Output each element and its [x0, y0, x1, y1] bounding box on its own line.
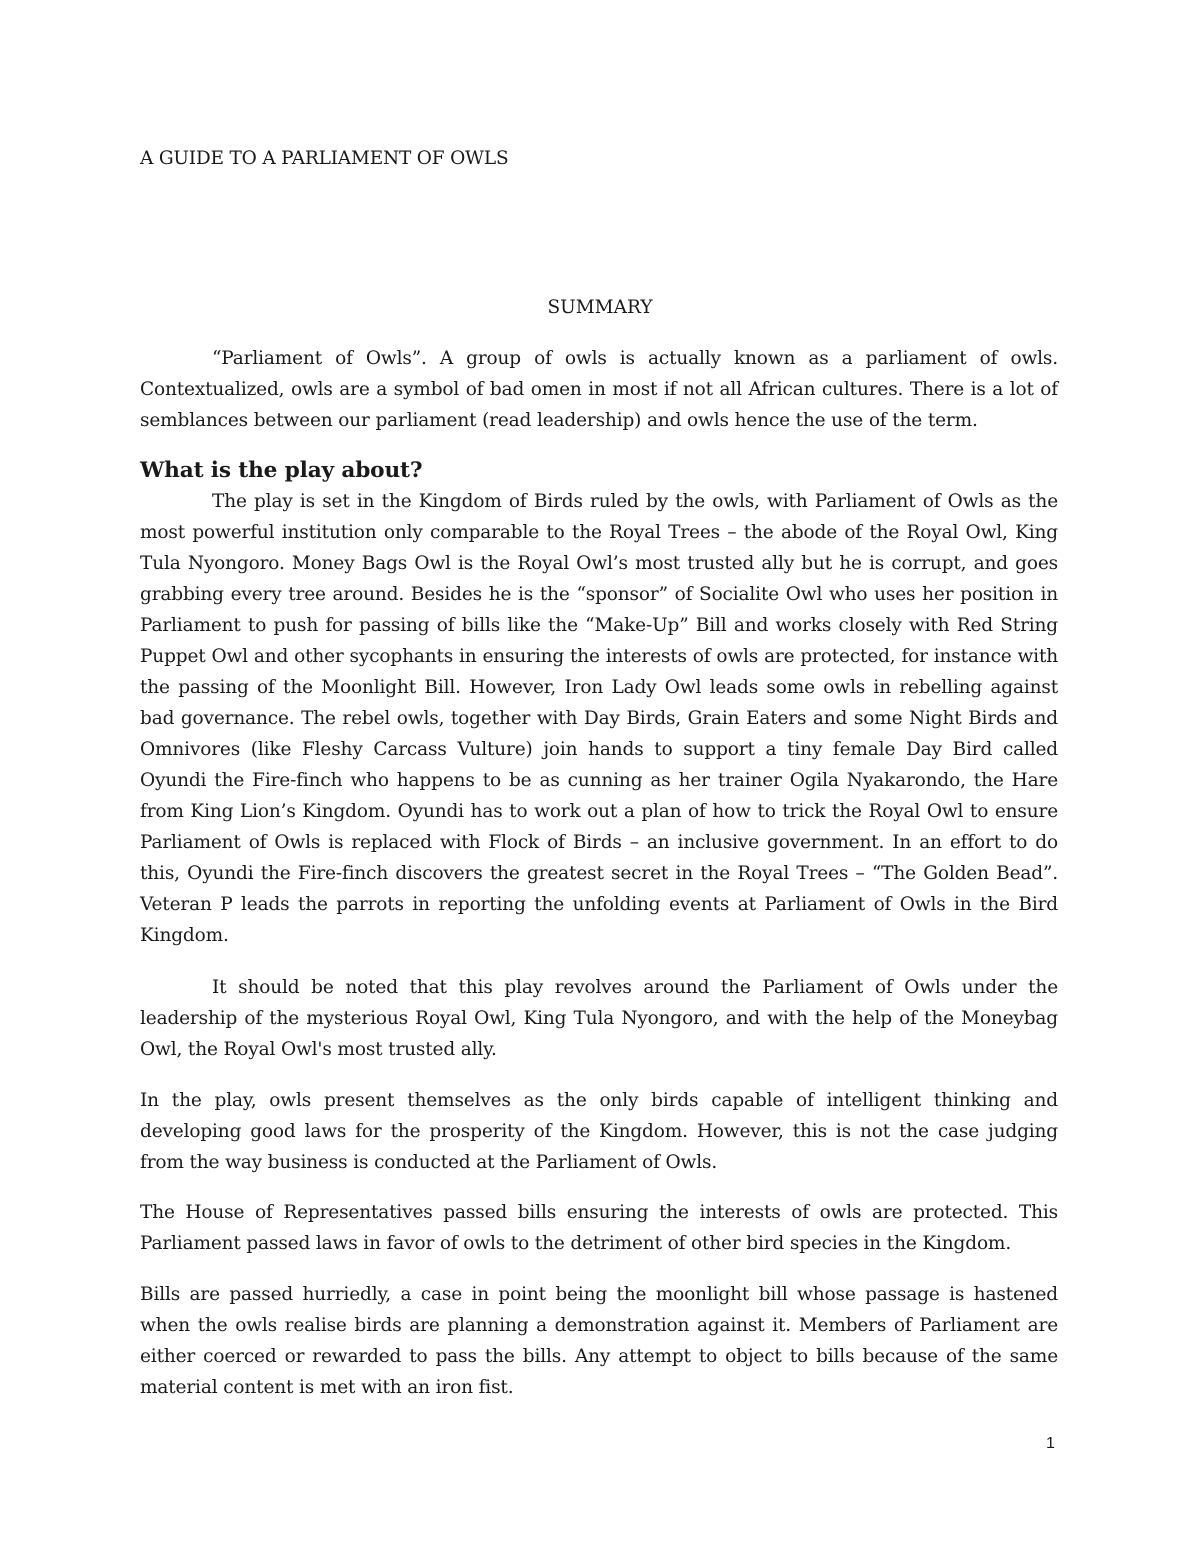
summary-section — [140, 343, 1058, 436]
body-section — [140, 1085, 1058, 1178]
section-heading: What is the play about? — [140, 458, 423, 483]
body-paragraph: The House of Representatives passed bills ensuring the interests of owls are protected. This Parliament passed laws in favor of owls to the detriment of other bird species in the Kingdom. — [140, 1202, 1058, 1254]
summary-paragraph: “Parliament of Owls”. A group of owls is actually known as a parliament of owls. Contextualized, owls are a symbol of bad omen in most if not all African cultures. There is a lot of semblances between our parliament (read leadership) and owls hence the use of the term. — [140, 348, 1058, 431]
body-section — [140, 1279, 1058, 1403]
summary-heading: SUMMARY — [547, 297, 653, 318]
body-section — [140, 972, 1058, 1065]
play-section — [140, 455, 1058, 951]
body-paragraph: The play is set in the Kingdom of Birds ruled by the owls, with Parliament of Owls as the most powerful institution only comparable to the Royal Trees – the abode of the Royal Owl, King Tula Nyongoro. Money Bags Owl is the Royal Owl’s most trusted ally but he is corrupt, and goes grabbing every tree around. Besides he is the “sponsor” of Socialite Owl who uses her position in Parliament to push for passing of bills like the “Make-Up” Bill and works closely with Red String Puppet Owl and other sycophants in ensuring the interests of owls are protected, for instance with the passing of the Moonlight Bill. However, Iron Lady Owl leads some owls in rebelling against bad governance. The rebel owls, together with Day Birds, Grain Eaters and some Night Birds and Omnivores (like Fleshy Carcass Vulture) join hands to support a tiny female Day Bird called Oyundi the Fire-finch who happens to be as cunning as her trainer Ogila Nyakarondo, the Hare from King Lion’s Kingdom. Oyundi has to work out a plan of how to trick the Royal Owl to ensure Parliament of Owls is replaced with Flock of Birds – an inclusive government. In an effort to do this, Oyundi the Fire-finch discovers the greatest secret in the Royal Trees – “The Golden Bead”. Veteran P leads the parrots in reporting the unfolding events at Parliament of Owls in the Bird Kingdom. — [140, 491, 1058, 946]
page-number: 1 — [1046, 1435, 1055, 1452]
body-paragraph: In the play, owls present themselves as the only birds capable of intelligent thinking and developing good laws for the prosperity of the Kingdom. However, this is not the case judging from the way business is conducted at the Parliament of Owls. — [140, 1090, 1058, 1173]
document-title: A GUIDE TO A PARLIAMENT OF OWLS — [140, 148, 509, 169]
body-section — [140, 1197, 1058, 1259]
body-paragraph: It should be noted that this play revolves around the Parliament of Owls under the leadership of the mysterious Royal Owl, King Tula Nyongoro, and with the help of the Moneybag Owl, the Royal Owl's most trusted ally. — [140, 977, 1058, 1060]
body-paragraph: Bills are passed hurriedly, a case in point being the moonlight bill whose passage is hastened when the owls realise birds are planning a demonstration against it. Members of Parliament are either coerced or rewarded to pass the bills. Any attempt to object to bills because of the same material content is met with an iron fist. — [140, 1284, 1058, 1398]
